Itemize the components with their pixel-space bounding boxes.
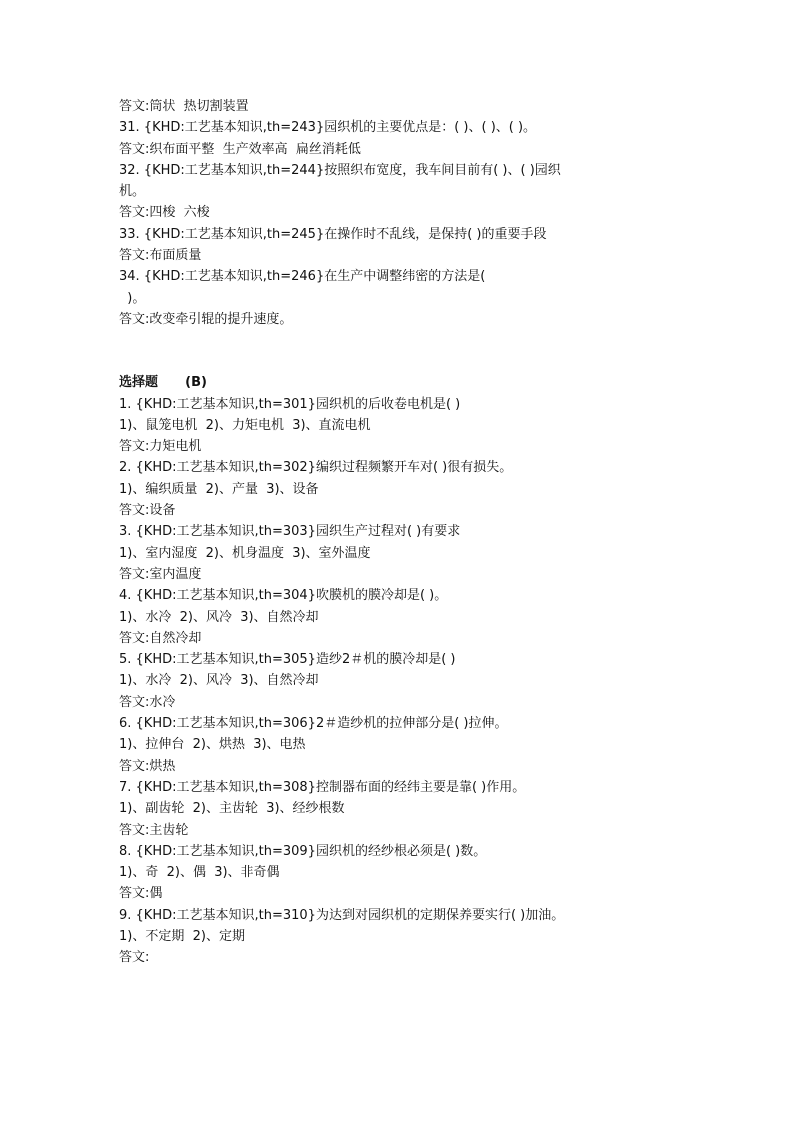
text-block-bottom <box>119 394 659 969</box>
question-9: 9. {KHD:工艺基本知识,th=310}为达到对园织机的定期保养要实行( )加油。 <box>119 907 565 923</box>
question-6: 6. {KHD:工艺基本知识,th=306}2＃造纱机的拉伸部分是( )拉伸。 <box>119 716 508 732</box>
question-5: 5. {KHD:工艺基本知识,th=305}造纱2＃机的膜冷却是( ) <box>119 652 456 668</box>
answer-line: 答文:自然冷却 <box>119 630 202 646</box>
question-1: 1. {KHD:工艺基本知识,th=301}园织机的后收卷电机是( ) <box>119 396 461 412</box>
answer-line: 答文:烘热 <box>119 758 176 774</box>
question-33: 33. {KHD:工艺基本知识,th=245}在操作时不乱线，是保持( )的重要手段 <box>119 226 547 242</box>
question-3: 3. {KHD:工艺基本知识,th=303}园织生产过程对( )有要求 <box>119 524 461 540</box>
answer-line: 答文:水冷 <box>119 694 176 710</box>
section-title: 选择题 (B) <box>119 375 207 391</box>
text-block-top <box>119 96 659 330</box>
options-line: 1)、拉伸台 2)、烘热 3)、电热 <box>119 737 306 753</box>
answer-line: 答文:四梭 六梭 <box>119 205 210 221</box>
options-line: 1)、室内湿度 2)、机身温度 3)、室外温度 <box>119 545 371 561</box>
answer-line: 答文:筒状 热切割装置 <box>119 99 249 114</box>
question-34: 34. {KHD:工艺基本知识,th=246}在生产中调整纬密的方法是( <box>119 269 486 285</box>
options-line: 1)、不定期 2)、定期 <box>119 928 245 944</box>
question-32-continued: 机。 <box>119 184 146 200</box>
question-7: 7. {KHD:工艺基本知识,th=308}控制器布面的经纬主要是靠( )作用。 <box>119 779 526 795</box>
answer-line: 答文:主齿轮 <box>119 822 189 838</box>
options-line: 1)、鼠笼电机 2)、力矩电机 3)、直流电机 <box>119 417 371 433</box>
options-line: 1)、编织质量 2)、产量 3)、设备 <box>119 481 319 497</box>
options-line: 1)、水冷 2)、风冷 3)、自然冷却 <box>119 673 319 689</box>
question-2: 2. {KHD:工艺基本知识,th=302}编织过程频繁开车对( )很有损失。 <box>119 460 513 476</box>
question-32: 32. {KHD:工艺基本知识,th=244}按照织布宽度，我车间目前有( )、( )园织 <box>119 162 561 178</box>
question-31: 31. {KHD:工艺基本知识,th=243}园织机的主要优点是：( )、( )、( )。 <box>119 120 537 136</box>
question-4: 4. {KHD:工艺基本知识,th=304}吹膜机的膜冷却是( )。 <box>119 588 448 604</box>
options-line: 1)、副齿轮 2)、主齿轮 3)、经纱根数 <box>119 801 345 817</box>
document-page <box>119 96 659 969</box>
question-34-continued: )。 <box>119 290 146 306</box>
answer-line: 答文:偶 <box>119 886 163 902</box>
answer-line: 答文:织布面平整 生产效率高 扁丝消耗低 <box>119 141 361 157</box>
answer-line: 答文:改变牵引辊的提升速度。 <box>119 311 293 327</box>
spacer <box>119 330 659 372</box>
answer-line: 答文:力矩电机 <box>119 439 202 455</box>
answer-line: 答文:设备 <box>119 503 176 519</box>
answer-line: 答文: <box>119 950 150 966</box>
options-line: 1)、水冷 2)、风冷 3)、自然冷却 <box>119 609 319 625</box>
answer-line: 答文:布面质量 <box>119 248 202 264</box>
options-line: 1)、奇 2)、偶 3)、非奇偶 <box>119 865 280 881</box>
answer-line: 答文:室内温度 <box>119 566 202 582</box>
question-8: 8. {KHD:工艺基本知识,th=309}园织机的经纱根必须是( )数。 <box>119 843 487 859</box>
